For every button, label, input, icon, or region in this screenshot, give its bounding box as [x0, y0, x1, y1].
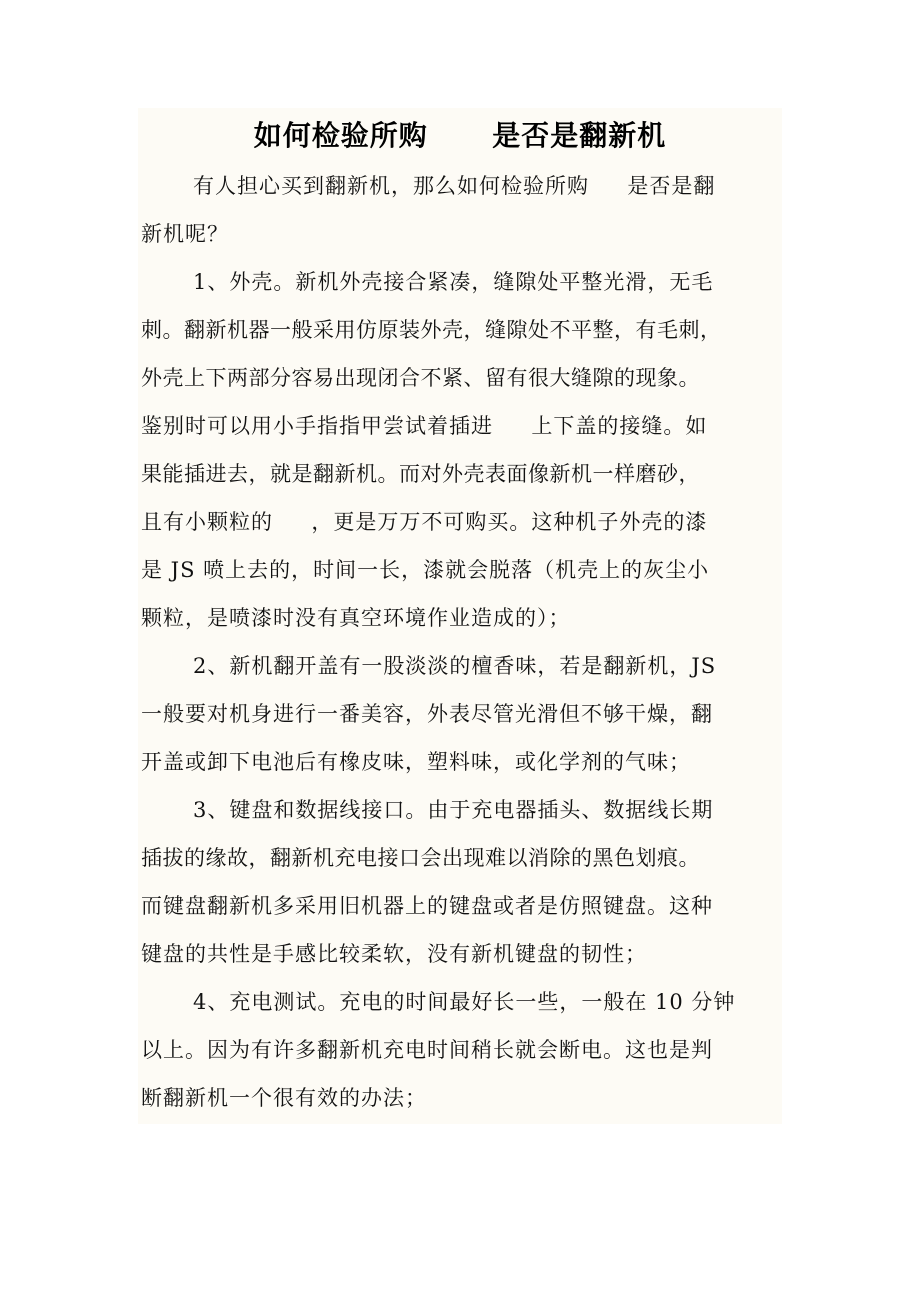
text-line: 断翻新机一个很有效的办法；: [141, 1086, 427, 1110]
text-line: 是 JS 喷上去的，时间一长，漆就会脱落（机壳上的灰尘小: [141, 558, 710, 582]
text-line: 而键盘翻新机多采用旧机器上的键盘或者是仿照键盘。这种: [141, 894, 713, 918]
text-line: 颗粒，是喷漆时没有真空环境作业造成的）；: [141, 606, 571, 630]
text-line: 2、新机翻开盖有一股淡淡的檀香味，若是翻新机，JS: [193, 654, 717, 678]
text-line: 且有小颗粒的 ，更是万万不可购买。这种机子外壳的漆: [141, 510, 708, 534]
text-line: 刺。翻新机器一般采用仿原装外壳，缝隙处不平整，有毛刺，: [141, 318, 722, 342]
text-line: 4、充电测试。充电的时间最好长一些，一般在 10 分钟: [193, 990, 736, 1014]
text-line: 鉴别时可以用小手指指甲尝试着插进 上下盖的接缝。如: [141, 414, 708, 438]
document-title: 如何检验所购 是否是翻新机: [253, 119, 667, 152]
text-line: 插拔的缘故，翻新机充电接口会出现难以消除的黑色划痕。: [141, 846, 700, 870]
text-line: 果能插进去，就是翻新机。而对外壳表面像新机一样磨砂，: [141, 462, 700, 486]
text-line: 1、外壳。新机外壳接合紧凑，缝隙处平整光滑，无毛: [193, 270, 714, 294]
text-line: 外壳上下两部分容易出现闭合不紧、留有很大缝隙的现象。: [141, 366, 700, 390]
text-line: 3、键盘和数据线接口。由于充电器插头、数据线长期: [193, 798, 714, 822]
text-line: 一般要对机身进行一番美容，外表尽管光滑但不够干燥，翻: [141, 702, 713, 726]
text-line: 以上。因为有许多翻新机充电时间稍长就会断电。这也是判: [141, 1038, 713, 1062]
text-line: 新机呢？: [141, 222, 229, 246]
text-line: 开盖或卸下电池后有橡皮味，塑料味，或化学剂的气味；: [141, 750, 691, 774]
text-line: 有人担心买到翻新机，那么如何检验所购 是否是翻: [193, 174, 716, 198]
text-line: 键盘的共性是手感比较柔软，没有新机键盘的韧性；: [141, 942, 647, 966]
